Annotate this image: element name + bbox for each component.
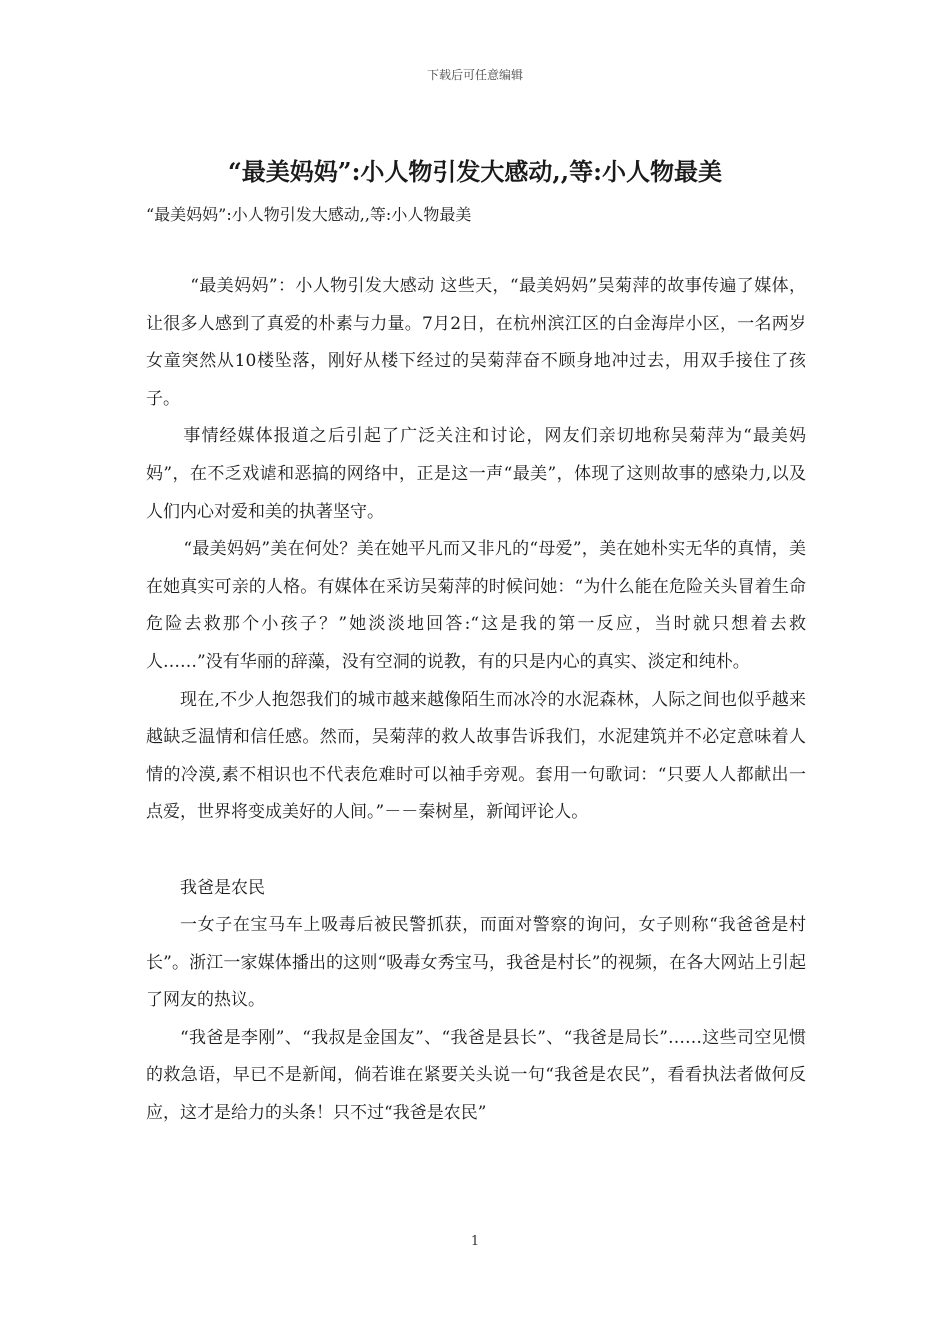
- document-title: “最美妈妈”:小人物引发大感动,,等:小人物最美: [227, 157, 723, 186]
- paragraph-spacer: [146, 832, 806, 870]
- page-number: 1: [470, 1234, 480, 1249]
- document-subtitle: “最美妈妈”:小人物引发大感动,,等:小人物最美: [146, 205, 472, 224]
- section-heading: 我爸是农民: [180, 877, 265, 898]
- paragraph-4: 现在,不少人抱怨我们的城市越来越像陌生而冰冷的水泥森林，人际之间也似乎越来越缺乏温情和信任感。然而，吴菊萍的救人故事告诉我们，水泥建筑并不必定意味着人情的冷漠,素不相识也不代表危难时可以袖手旁观。套用一句歌词：“只要人人都献出一点爱，世界将变成美好的人间。”－－秦树星，新闻评论人。: [146, 689, 806, 823]
- paragraph-3: “最美妈妈”美在何处？美在她平凡而又非凡的“母爱”，美在她朴实无华的真情，美在她真实可亲的人格。有媒体在采访吴菊萍的时候问她：“为什么能在危险关头冒着生命危险去救那个小孩子？”她淡淡地回答:“这是我的第一反应，当时就只想着去救人……”没有华丽的辞藻，没有空洞的说教，有的只是内心的真实、淡定和纯朴。: [146, 539, 806, 672]
- paragraph-7: “我爸是李刚”、“我叔是金国友”、“我爸是县长”、“我爸是局长”……这些司空见惯的救急语，早已不是新闻，倘若谁在紧要关头说一句“我爸是农民”，看看执法者做何反应，这才是给力的头条！只不过“我爸是农民”: [146, 1027, 806, 1124]
- paragraph-2: 事情经媒体报道之后引起了广泛关注和讨论，网友们亲切地称吴菊萍为“最美妈妈”，在不乏戏谑和恶搞的网络中，正是这一声“最美”，体现了这则故事的感染力,以及人们内心对爱和美的执著坚守。: [146, 426, 806, 522]
- paragraph-1: “最美妈妈”：小人物引发大感动 这些天，“最美妈妈”吴菊萍的故事传遍了媒体，让很多人感到了真爱的朴素与力量。7月2日，在杭州滨江区的白金海岸小区，一名两岁女童突然从10楼坠落，刚好从楼下经过的吴菊萍奋不顾身地冲过去，用双手接住了孩子。: [146, 276, 806, 409]
- document-body: [146, 268, 806, 1133]
- page-header-note: 下载后可任意编辑: [426, 68, 523, 82]
- paragraph-6: 一女子在宝马车上吸毒后被民警抓获，而面对警察的询问，女子则称“我爸爸是村长”。浙江一家媒体播出的这则“吸毒女秀宝马，我爸是村长”的视频，在各大网站上引起了网友的热议。: [146, 915, 806, 1011]
